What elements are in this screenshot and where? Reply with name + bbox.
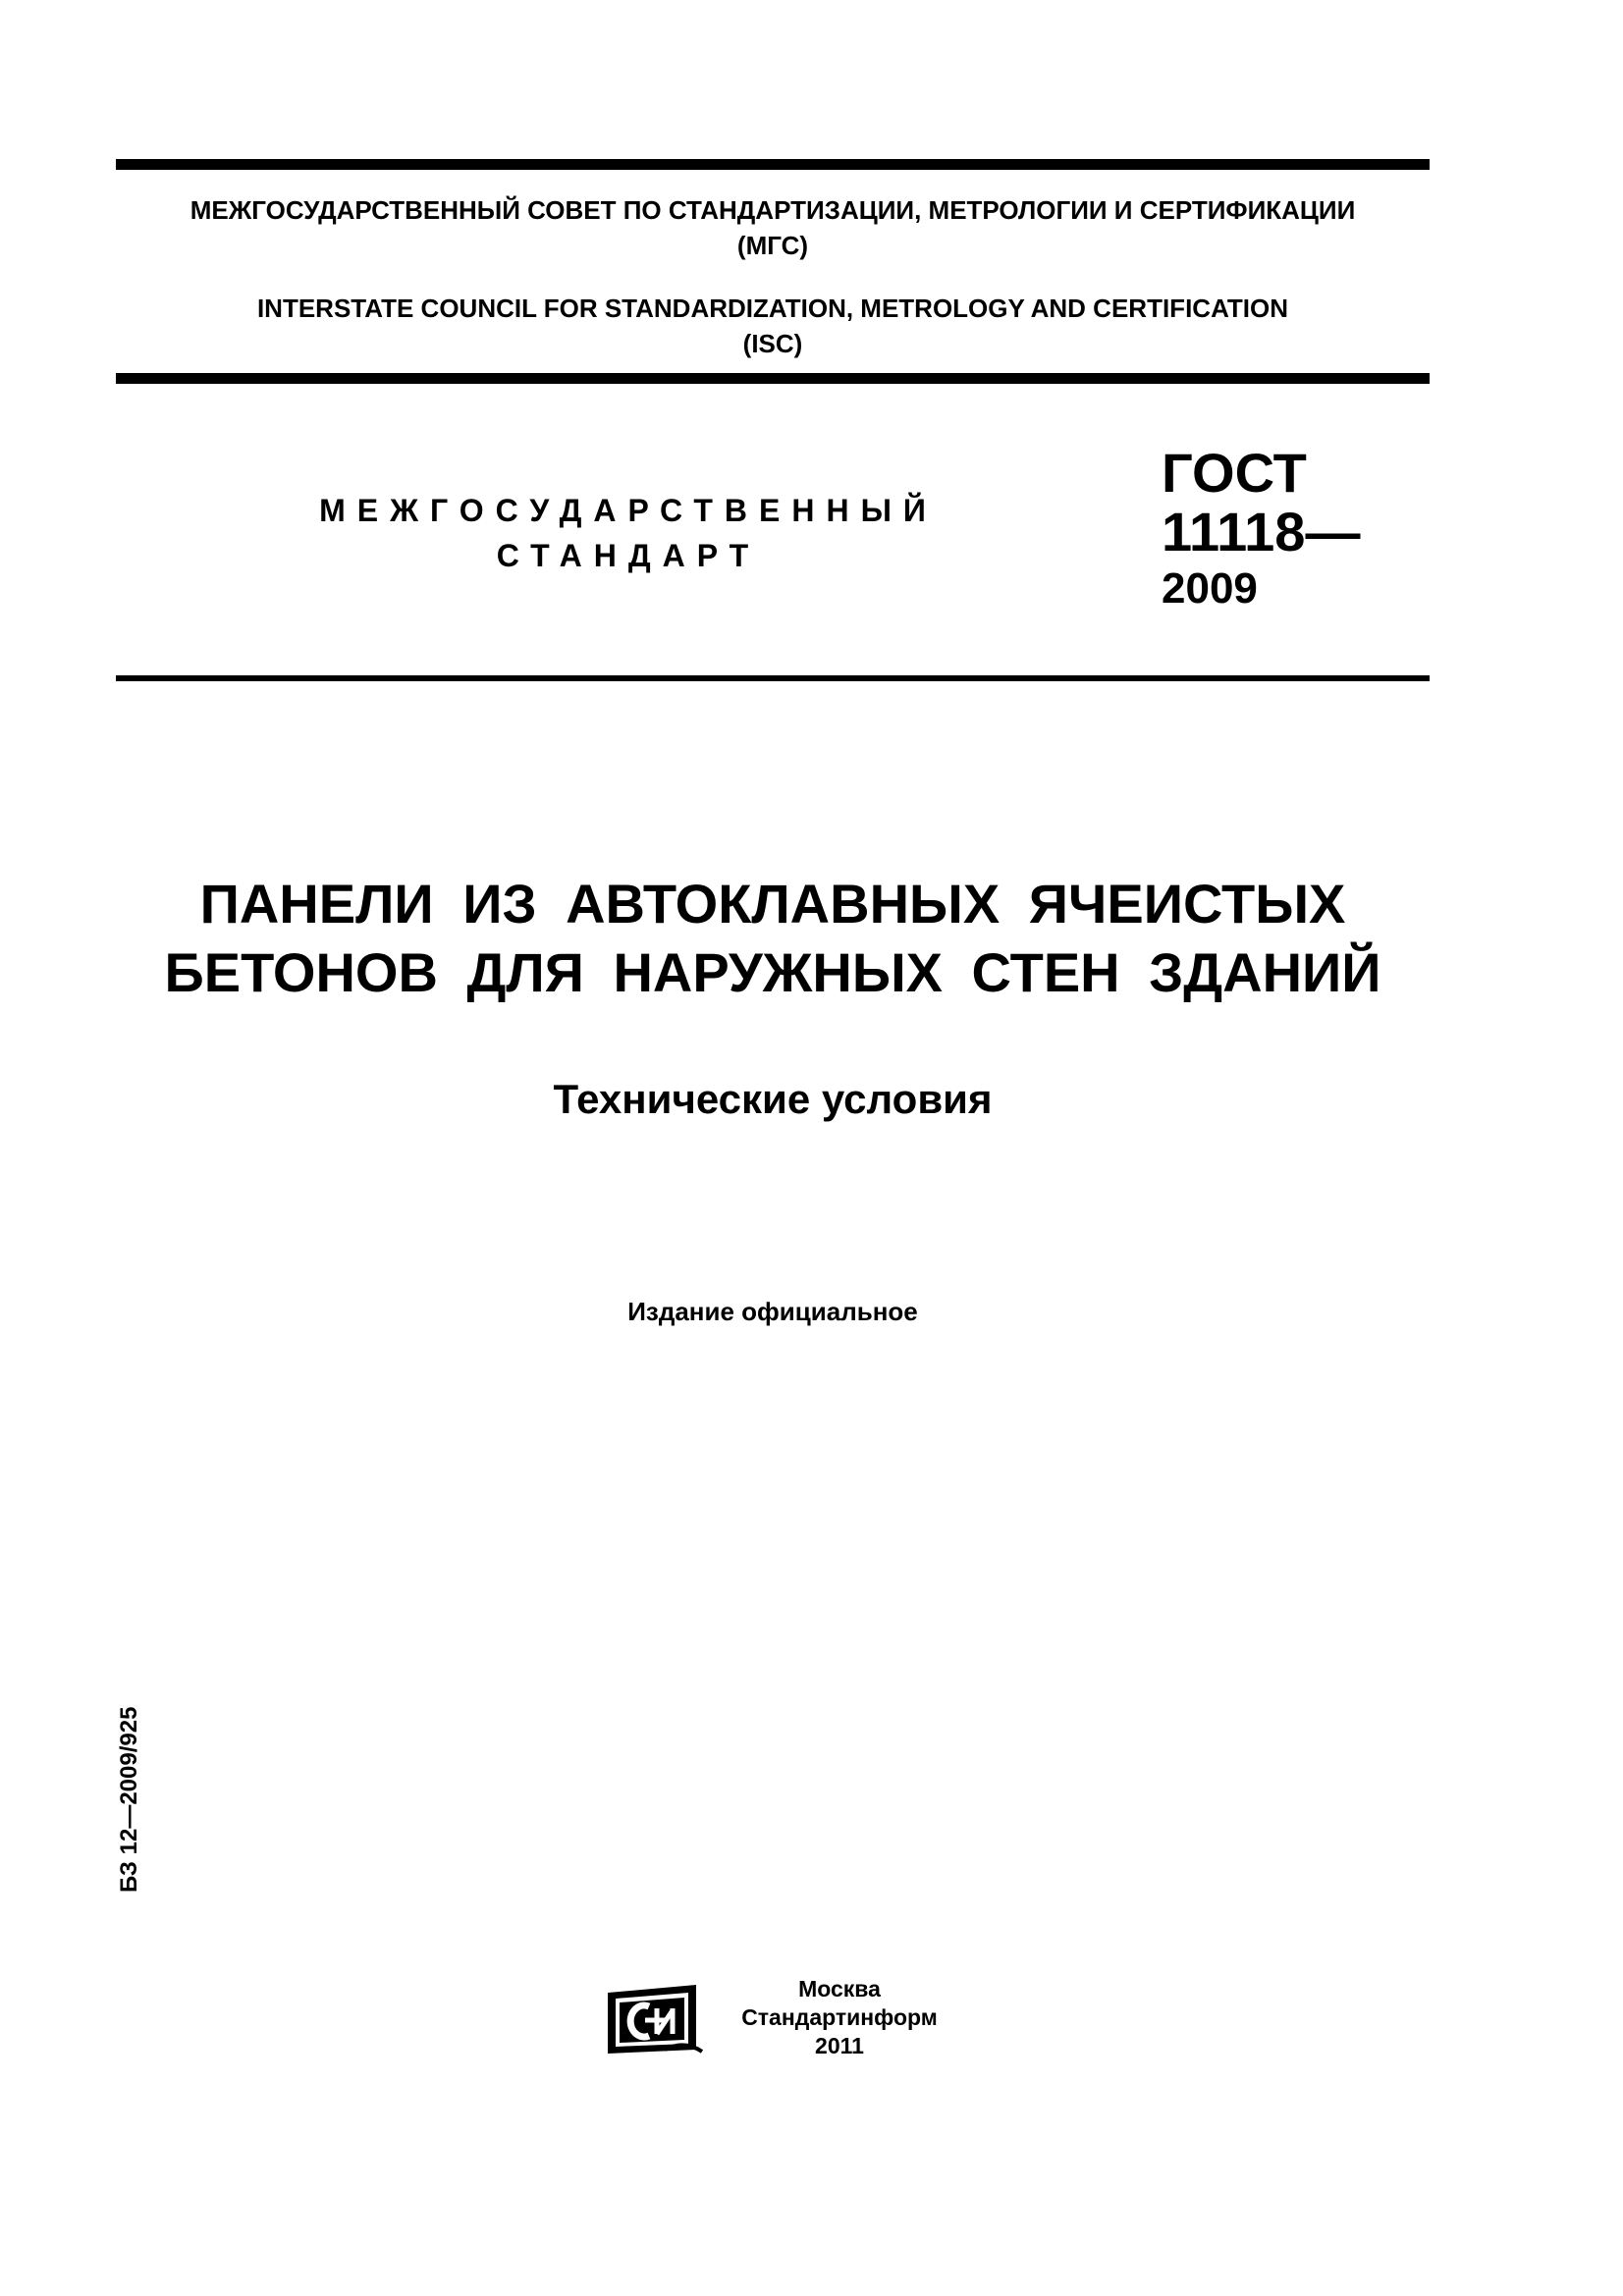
council-ru bbox=[116, 192, 1430, 263]
council-en bbox=[116, 291, 1430, 361]
top-rule bbox=[116, 159, 1430, 170]
edition-note: Издание официальное bbox=[627, 1297, 918, 1326]
gost-year: 2009 bbox=[1162, 564, 1258, 613]
standard-label-line2: СТАНДАРТ bbox=[496, 538, 761, 573]
publisher-name: Стандартинформ bbox=[741, 2004, 938, 2030]
publisher-block bbox=[687, 1975, 992, 2060]
council-ru-line1: МЕЖГОСУДАРСТВЕННЫЙ СОВЕТ ПО СТАНДАРТИЗАЦИИ, МЕТРОЛОГИИ И СЕРТИФИКАЦИИ bbox=[189, 195, 1356, 225]
standard-label-line1: МЕЖГОСУДАРСТВЕННЫЙ bbox=[319, 493, 938, 528]
publisher-year: 2011 bbox=[815, 2033, 864, 2058]
document-title-line1: ПАНЕЛИ ИЗ АВТОКЛАВНЫХ ЯЧЕИСТЫХ bbox=[199, 873, 1346, 934]
document-title-line2: БЕТОНОВ ДЛЯ НАРУЖНЫХ СТЕН ЗДАНИЙ bbox=[164, 941, 1381, 1003]
gost-code: 11118— bbox=[1162, 501, 1361, 562]
document-subtitle: Технические условия bbox=[553, 1076, 993, 1122]
header-bottom-rule bbox=[116, 373, 1430, 384]
gost-word: ГОСТ bbox=[1162, 442, 1307, 504]
standard-label bbox=[295, 488, 962, 578]
council-ru-line2: (МГС) bbox=[736, 231, 809, 260]
standard-bottom-rule bbox=[116, 675, 1430, 681]
council-en-line2: (ISC) bbox=[742, 329, 803, 358]
document-title bbox=[116, 870, 1430, 1007]
gost-number bbox=[1162, 444, 1360, 616]
council-en-line1: INTERSTATE COUNCIL FOR STANDARDIZATION, METROLOGY AND CERTIFICATION bbox=[256, 294, 1289, 323]
side-code: БЗ 12—2009/925 bbox=[116, 1706, 142, 1893]
publisher-city: Москва bbox=[798, 1976, 881, 2002]
